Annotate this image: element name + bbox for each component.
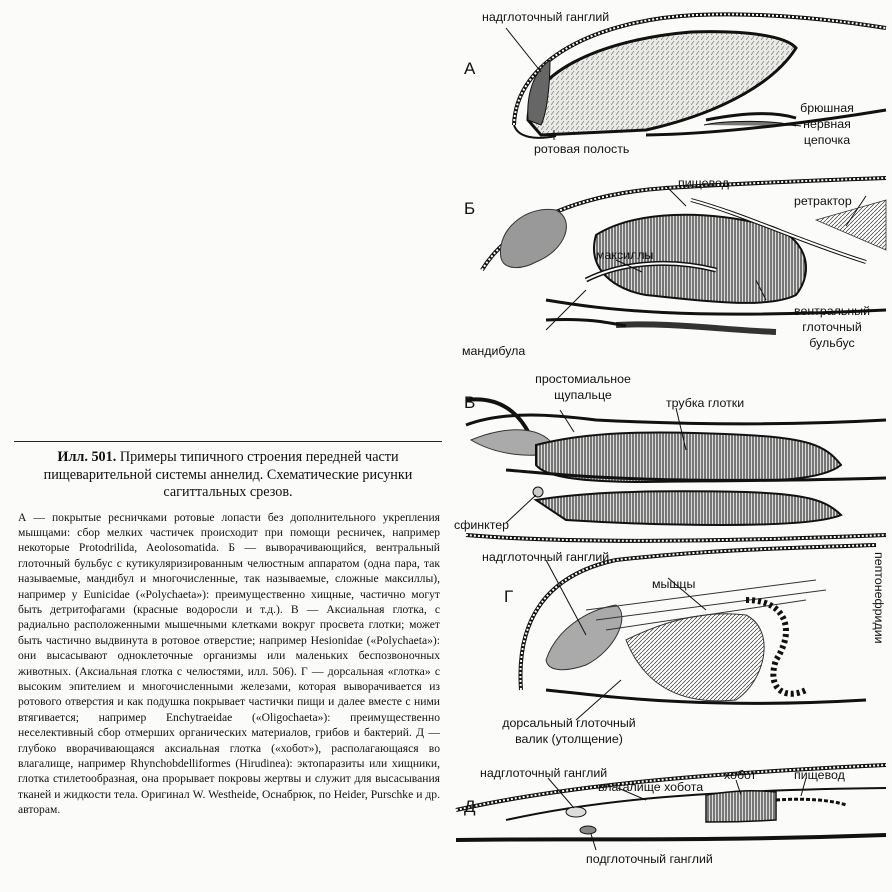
panel-b-label-maxillae: максиллы	[596, 248, 654, 262]
panel-b-label-bulb-3: бульбус	[809, 336, 855, 350]
panel-d-letter: Г	[504, 587, 514, 606]
panel-d-label-supraesophageal-ganglion: надглоточный ганглий	[482, 550, 610, 564]
panel-b-label-mandible: мандибула	[462, 344, 526, 358]
panel-d-label-dorsal-pad-1: дорсальный глоточный	[502, 716, 636, 730]
caption-label: Илл. 501.	[57, 449, 117, 465]
panel-b-letter: Б	[464, 199, 476, 218]
panel-c-label-sphincter: сфинктер	[454, 518, 510, 532]
panel-c-letter: В	[464, 393, 476, 412]
panel-e-letter: Д	[464, 797, 476, 816]
panel-b-label-esophagus: пищевод	[678, 176, 729, 190]
panel-c-drawing	[466, 399, 886, 540]
panel-b-label-retractor: ретрактор	[794, 194, 852, 208]
panel-e-label-supraesophageal-ganglion: надглоточный ганглий	[480, 766, 608, 780]
panel-a-label-mouth-cavity: ротовая полость	[534, 142, 630, 156]
panel-e-label-subesophageal-ganglion: подглоточный ганглий	[586, 852, 713, 866]
panel-d-label-peptonephridia: пептонефридии	[872, 552, 886, 644]
figure-caption	[14, 441, 442, 818]
panel-a-label-ventral-3: цепочка	[803, 133, 851, 147]
figure-panels	[446, 0, 892, 892]
caption-title-text: Примеры типичного строения передней части пищеварительной системы аннелид. Схематические рисунки сагиттальных срезов.	[43, 449, 413, 500]
panel-c-label-tentacle-1: простомиальное	[535, 372, 631, 386]
panel-e-label-esophagus: пищевод	[794, 768, 845, 782]
panel-a-letter: А	[464, 59, 476, 78]
caption-title	[20, 449, 436, 502]
panel-e-label-proboscis-sheath: влагалище хобота	[598, 780, 704, 794]
panel-b-label-bulb-2: глоточный	[802, 320, 862, 334]
panel-c-label-pharynx-tube: трубка глотки	[666, 396, 745, 410]
panel-d-label-dorsal-pad-2: валик (утолщение)	[515, 732, 623, 746]
panel-b-label-bulb-1: вентральный	[794, 304, 870, 318]
panel-a-label-ventral-2: нервная	[803, 117, 851, 131]
panel-d-label-muscles: мышцы	[652, 577, 696, 591]
panel-d-drawing	[520, 545, 876, 703]
panel-a-label-ventral-1: брюшная	[800, 101, 854, 115]
panel-a-label-supraesophageal-ganglion: надглоточный ганглий	[482, 10, 610, 24]
caption-divider	[14, 441, 442, 442]
caption-body: А — покрытые ресничками ротовые лопасти без дополнительного укрепления мышцами: сбор мелких частичек происходит при помощи ресничек, например некоторые Protodrilida, Aeolosomatida. Б — выворачивающийся, вентральный глоточный бульбус с кутикуляризированным челюстным аппаратом (одна пара, так называемые, мандибул и многочисленные, так называемые, сложные максиллы), например у Eunicidae («Polychaeta»): преимущественно хищные, частично могут быть детритофагами (красные водоросли и т.д.). В — Аксиальная глотка, с радиально расположенными мышечными клетками вокруг просвета глотки; может быть частично выдвинута в ротовое отверстие; например Hesionidae («Polychaeta»): они высасывают одноклеточные организмы или маленьких беспозвоночных животных. (Аксиальная глотка с челюстями, илл. 506). Г — дорсальная «глотка» с высоким эпителием и многочисленными железами, которая выворачивается из ротового отверстия и как подушка покрывает частички пищи и далее вместе с ними втягивается; например Enchytraeidae («Oligochaeta»): преимущественно неселективный сбор отмерших органических материалов, грибов и бактерий. Д — глубоко вворачивающаяся аксиальная глотка («хобот»), располагающаяся во влагалище, например Rhynchobdelliformes (Hirudinea): эктопаразиты или хищники, глотка стилетообразная, она прорывает покровы жертвы и служит для высасывания тканей и жидкости тела. Оригинал W. Westheide, Оснабрюк, по Heider, Purschke и др. авторам.	[18, 510, 440, 817]
panel-e-label-proboscis: хобот	[724, 768, 757, 782]
panel-c-label-tentacle-2: щупальце	[554, 388, 612, 402]
